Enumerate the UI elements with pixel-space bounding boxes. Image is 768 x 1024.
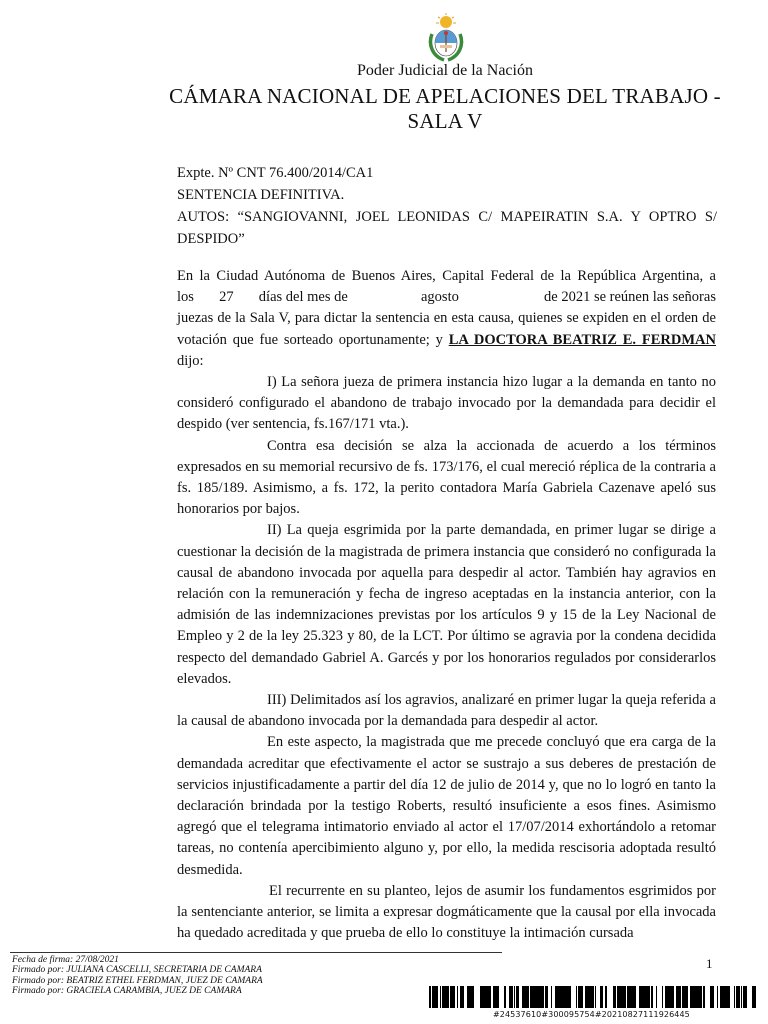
paragraph-6: El recurrente en su planteo, lejos de asumir los fundamentos esgrimidos por la sentenciante anterior, se limita a expresar dogmáticamente que la causal por ella invocada ha quedado acreditada y que prueba de ello lo constituye la intimación cursada (177, 882, 716, 942)
paragraph-4: III) Delimitados así los agravios, analizaré en primer lugar la queja referida a la causal de abandono invocada por la demandada para despedir al actor. (177, 692, 716, 730)
court-name-line2: SALA V (407, 109, 483, 133)
date-line (177, 287, 716, 308)
signature-2: Firmado por: BEATRIZ ETHEL FERDMAN, JUEZ DE CAMARA (12, 975, 263, 986)
date-month: agosto (420, 289, 459, 306)
paragraph-1: I) La señora jueza de primera instancia hizo lugar a la demanda en tanto no consideró configurado el abandono de trabajo invocado por la demandada para decidir el despido (ver sentencia, fs.167/171 vta.). (177, 374, 716, 433)
intro-line: En la Ciudad Autónoma de Buenos Aires, Capital Federal de la República Argentina, a (177, 268, 716, 284)
signature-1: Firmado por: JULIANA CASCELLI, SECRETARIA DE CAMARA (12, 965, 262, 976)
signature-block (12, 955, 263, 996)
case-header (177, 162, 717, 250)
case-number: Expte. Nº CNT 76.400/2014/CA1 (177, 165, 374, 181)
intro-paragraph (177, 308, 716, 372)
date-day: 27 (219, 289, 234, 306)
case-caption-line2: DESPIDO” (177, 231, 245, 247)
court-name-line1: CÁMARA NACIONAL DE APELACIONES DEL TRABAJO - (169, 84, 721, 108)
paragraph-3: II) La queja esgrimida por la parte demandada, en primer lugar se dirige a cuestionar la decisión de la magistrada de primera instancia que consideró no configurada la causal de abandono invocada por aquella para despedir al actor. También hay agravios en relación con la remuneración y fecha de ingreso aceptadas en la instancia anterior, con la admisión de las indemnizaciones previstas por los artículos 9 y 15 de la Ley Nacional de Empleo y 2 de la ley 25.323 y 80, de la LCT. Por último se agravia por la condena decidida respecto del demandado Gabriel A. Garcés y por los honorarios regulados por considerarlos elevados. (177, 522, 716, 687)
date-los: los (177, 289, 194, 306)
date-rest: de 2021 se reúnen las señoras (544, 289, 716, 306)
barcode-icon (428, 986, 760, 1012)
organization-name: Poder Judicial de la Nación (357, 62, 533, 79)
argentina-coat-of-arms-icon (426, 12, 466, 62)
barcode-text: #24537610#300095754#20210827111926445 (493, 1010, 690, 1019)
intro-text: juezas de la Sala V, para dictar la sentencia en esta causa, quienes se expiden en el orden de votación que fue sorteado oportunamente; y (177, 310, 716, 348)
paragraph-5: En este aspecto, la magistrada que me precede concluyó que era carga de la demandada acreditar que efectivamente el actor se sustrajo a sus deberes de prestación de servicios injustificadamente a partir del día 12 de julio de 2014 y, que no lo logró en tanto la declaración brindada por la testigo Roberts, resultó insuficiente a esos fines. Asimismo agregó que el telegrama intimatorio enviado al actor el 17/07/2014 exhortándolo a retomar tareas, no contenía apercibimiento alguno y, por ello, la medida rescisoria adoptada resultó desmedida. (177, 734, 716, 878)
page-number: 1 (706, 956, 713, 971)
court-name (0, 84, 768, 134)
signature-3: Firmado por: GRACIELA CARAMBIA, JUEZ DE CAMARA (12, 985, 242, 996)
signature-date: Fecha de firma: 27/08/2021 (12, 955, 119, 965)
date-dias-del-mes: días del mes de (258, 289, 348, 306)
case-caption-line1: AUTOS: “SANGIOVANNI, JOEL LEONIDAS C/ MAPEIRATIN S.A. Y OPTRO S/ (177, 209, 717, 225)
footer-divider (10, 952, 502, 953)
sentence-type: SENTENCIA DEFINITIVA. (177, 187, 345, 203)
judge-dijo: dijo: (177, 352, 204, 369)
judgment-body (177, 266, 716, 945)
judge-name: LA DOCTORA BEATRIZ E. FERDMAN (448, 331, 716, 348)
paragraph-2: Contra esa decisión se alza la accionada de acuerdo a los términos expresados en su memorial recursivo de fs. 173/176, el cual mereció réplica de la contraria a fs. 185/189. Asimismo, a fs. 172, la perito contadora María Gabriela Cazenave apeló sus honorarios por bajos. (177, 437, 716, 518)
